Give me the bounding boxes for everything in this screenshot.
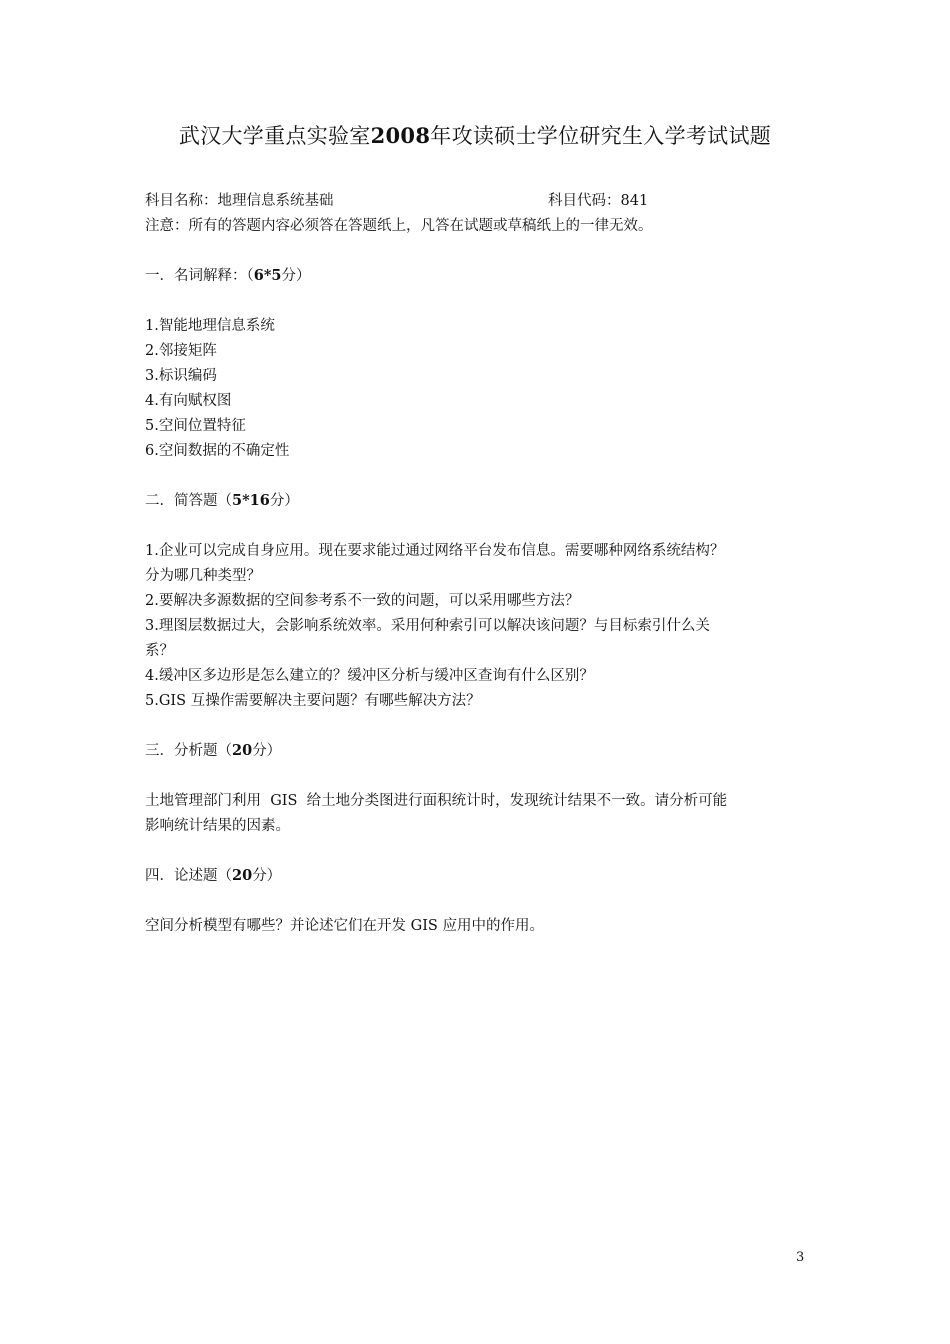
section3-heading xyxy=(145,741,281,761)
section1-item: 1.智能地理信息系统 xyxy=(145,318,275,334)
section1-suffix: 分） xyxy=(281,268,311,284)
section1-heading xyxy=(145,266,311,286)
section4-line: 空间分析模型有哪些？并论述它们在开发 GIS 应用中的作用。 xyxy=(145,918,544,934)
section1-item: 2.邻接矩阵 xyxy=(145,343,217,359)
section1-item: 5.空间位置特征 xyxy=(145,418,246,434)
title-suffix: 年攻读硕士学位研究生入学考试试题 xyxy=(430,124,772,148)
section1-score: 6*5 xyxy=(253,267,282,284)
section4-heading xyxy=(145,866,281,886)
section2-line: 系？ xyxy=(145,643,174,659)
section2-line: 3.理图层数据过大，会影响系统效率。采用何种索引可以解决该问题？与目标索引什么关 xyxy=(145,618,710,634)
subject-code: 科目代码：841 xyxy=(548,193,649,209)
section2-heading xyxy=(145,491,299,511)
section2-score: 5*16 xyxy=(232,492,270,509)
subject-name: 科目名称：地理信息系统基础 xyxy=(145,193,334,209)
section2-prefix: 二．简答题（ xyxy=(145,493,232,509)
section2-line: 分为哪几种类型？ xyxy=(145,568,261,584)
section2-suffix: 分） xyxy=(269,493,299,509)
title-year: 2008 xyxy=(370,123,431,148)
page-number: 3 xyxy=(796,1250,805,1265)
section3-line: 土地管理部门利用 GIS 给土地分类图进行面积统计时，发现统计结果不一致。请分析可能 xyxy=(145,793,728,809)
section4-score: 20 xyxy=(232,867,253,884)
section4-suffix: 分） xyxy=(252,868,282,884)
section2-line: 1.企业可以完成自身应用。现在要求能过通过网络平台发布信息。需要哪种网络系统结构？ xyxy=(145,543,725,559)
section3-suffix: 分） xyxy=(252,743,282,759)
section1-item: 3.标识编码 xyxy=(145,368,217,384)
exam-title xyxy=(0,120,950,150)
section3-prefix: 三．分析题（ xyxy=(145,743,232,759)
exam-notice: 注意：所有的答题内容必须答在答题纸上，凡答在试题或草稿纸上的一律无效。 xyxy=(145,218,653,234)
section2-line: 5.GIS 互操作需要解决主要问题？有哪些解决方法？ xyxy=(145,693,481,709)
section1-item: 4.有向赋权图 xyxy=(145,393,232,409)
section3-score: 20 xyxy=(232,742,253,759)
section2-line: 2.要解决多源数据的空间参考系不一致的问题，可以采用哪些方法？ xyxy=(145,593,580,609)
title-prefix: 武汉大学重点实验室 xyxy=(178,124,371,148)
section1-prefix: 一．名词解释：（ xyxy=(145,268,254,284)
section1-item: 6.空间数据的不确定性 xyxy=(145,443,290,459)
section2-line: 4.缓冲区多边形是怎么建立的？缓冲区分析与缓冲区查询有什么区别？ xyxy=(145,668,594,684)
section3-line: 影响统计结果的因素。 xyxy=(145,818,290,834)
section4-prefix: 四．论述题（ xyxy=(145,868,232,884)
